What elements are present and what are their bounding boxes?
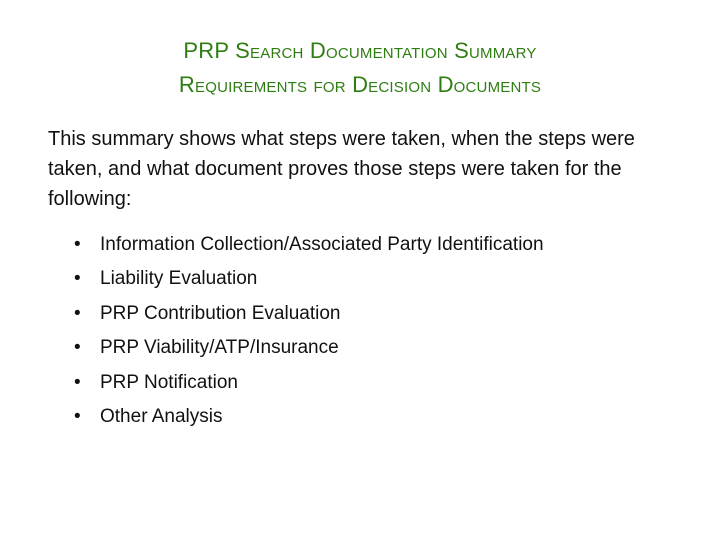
list-item-text: Other Analysis: [100, 406, 223, 428]
intro-paragraph: This summary shows what steps were taken, when the steps were taken, and what document proves those steps were taken for the following:: [48, 128, 635, 210]
list-item: [70, 297, 544, 331]
bullet-list: [70, 228, 544, 434]
list-item: [70, 400, 544, 434]
list-item-text: PRP Notification: [100, 371, 238, 393]
list-item-text: Liability Evaluation: [100, 268, 258, 290]
title-line-2: Requirements for Decision Documents: [178, 72, 542, 97]
slide-title: [0, 34, 720, 102]
list-item: [70, 331, 544, 365]
bullet-icon: •: [74, 371, 81, 393]
bullet-icon: •: [74, 337, 81, 359]
list-item-text: Information Collection/Associated Party Identification: [100, 234, 544, 255]
list-item: [70, 366, 544, 400]
title-line-1: PRP Search Documentation Summary: [183, 38, 537, 63]
bullet-icon: •: [74, 234, 81, 255]
list-item: [70, 228, 544, 262]
list-item: [70, 262, 544, 296]
list-item-text: PRP Contribution Evaluation: [100, 302, 341, 324]
list-item-text: PRP Viability/ATP/Insurance: [100, 337, 339, 359]
bullet-icon: •: [74, 302, 81, 324]
bullet-icon: •: [74, 406, 81, 428]
bullet-icon: •: [74, 268, 81, 290]
